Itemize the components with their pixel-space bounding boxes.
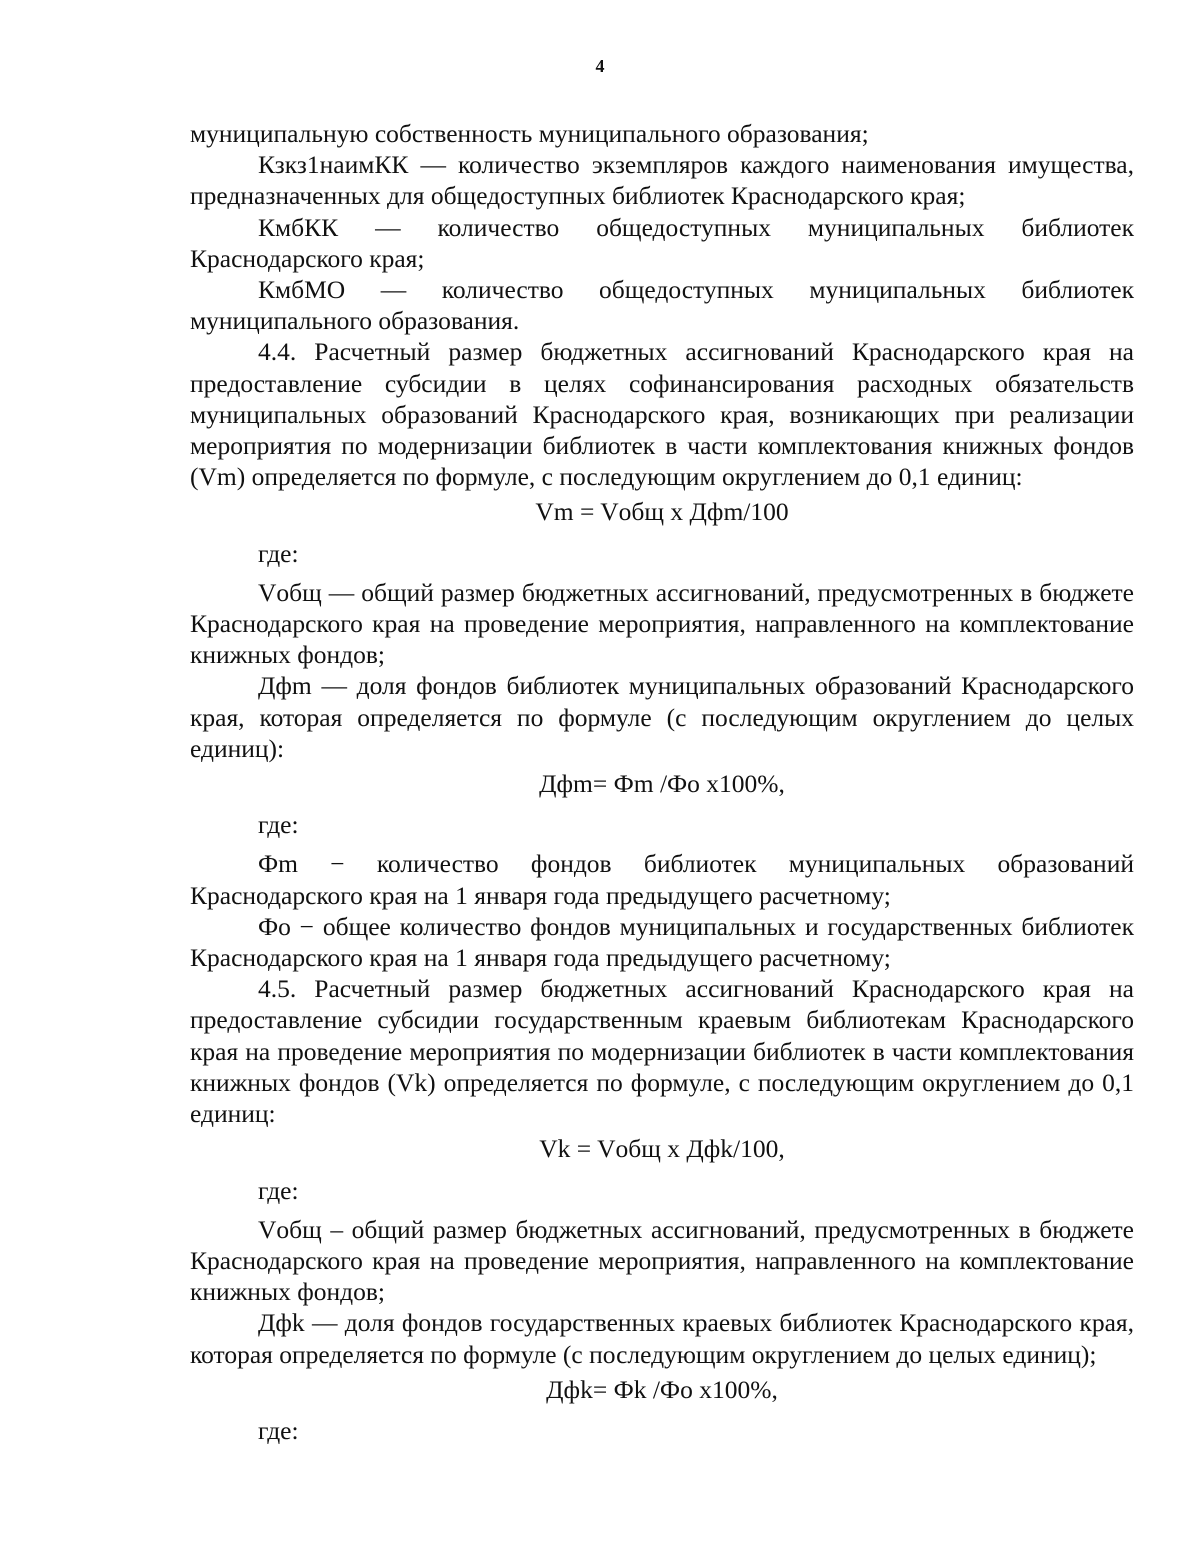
page-number: 4: [595, 56, 605, 76]
formula-vm: Vm = Vобщ х Дфm/100: [535, 497, 789, 527]
definition-fm: Фm − количество фондов библиотек муниципальных образований Краснодарского края на 1 января года предыдущего расчетному;: [190, 849, 1134, 910]
formula-dfk: Дфk= Фk /Фо х100%,: [546, 1374, 778, 1404]
definition-vobsch-2: Vобщ – общий размер бюджетных ассигнований, предусмотренных в бюджете Краснодарского края на проведение мероприятия, направленного на комплектование книжных фондов;: [190, 1214, 1134, 1307]
where-label: где:: [258, 810, 299, 840]
definition-dfk: Дфk — доля фондов государственных краевых библиотек Краснодарского края, которая определяется по формуле (с последующим округлением до целых единиц);: [190, 1308, 1134, 1369]
formula-dfm: Дфm= Фm /Фо х100%,: [539, 769, 785, 799]
where-label: где:: [258, 1415, 299, 1445]
definition-kzkz-naim-kk: Кзкз1наимКК — количество экземпляров каждого наименования имущества, предназначенных для общедоступных библиотек Краснодарского края;: [190, 150, 1134, 211]
formula-vk: Vk = Vобщ х Дфk/100,: [539, 1134, 785, 1164]
definition-fo: Фо − общее количество фондов муниципальных и государственных библиотек Краснодарского края на 1 января года предыдущего расчетному;: [190, 911, 1134, 973]
definition-kmb-kk: КмбКК — количество общедоступных муниципальных библиотек Краснодарского края;: [190, 212, 1134, 273]
where-label: где:: [258, 1175, 299, 1205]
section-4-5: 4.5. Расчетный размер бюджетных ассигнований Краснодарского края на предоставление субсидии государственным краевым библиотекам Краснодарского края на проведение мероприятия по модернизации библиотек в части комплектования книжных фондов (Vk) определяется по формуле, с последующим округлением до 0,1 единиц:: [190, 974, 1134, 1129]
definition-vobsch: Vобщ — общий размер бюджетных ассигнований, предусмотренных в бюджете Краснодарского края на проведение мероприятия, направленного на комплектование книжных фондов;: [190, 577, 1134, 670]
definition-kmb-mo: КмбМО — количество общедоступных муниципальных библиотек муниципального образования.: [190, 275, 1134, 336]
definition-dfm: Дфm — доля фондов библиотек муниципальных образований Краснодарского края, которая определяется по формуле (с последующим округлением до целых единиц):: [190, 671, 1134, 763]
where-label: где:: [258, 538, 299, 568]
section-4-4: 4.4. Расчетный размер бюджетных ассигнований Краснодарского края на предоставление субсидии в целях софинансирования расходных обязательств муниципальных образований Краснодарского края, возникающих при реализации мероприятия по модернизации библиотек в части комплектования книжных фондов (Vm) определяется по формуле, с последующим округлением до 0,1 единиц:: [190, 337, 1134, 492]
paragraph-intro: муниципальную собственность муниципального образования;: [190, 119, 869, 148]
document-body: [190, 118, 1134, 1454]
